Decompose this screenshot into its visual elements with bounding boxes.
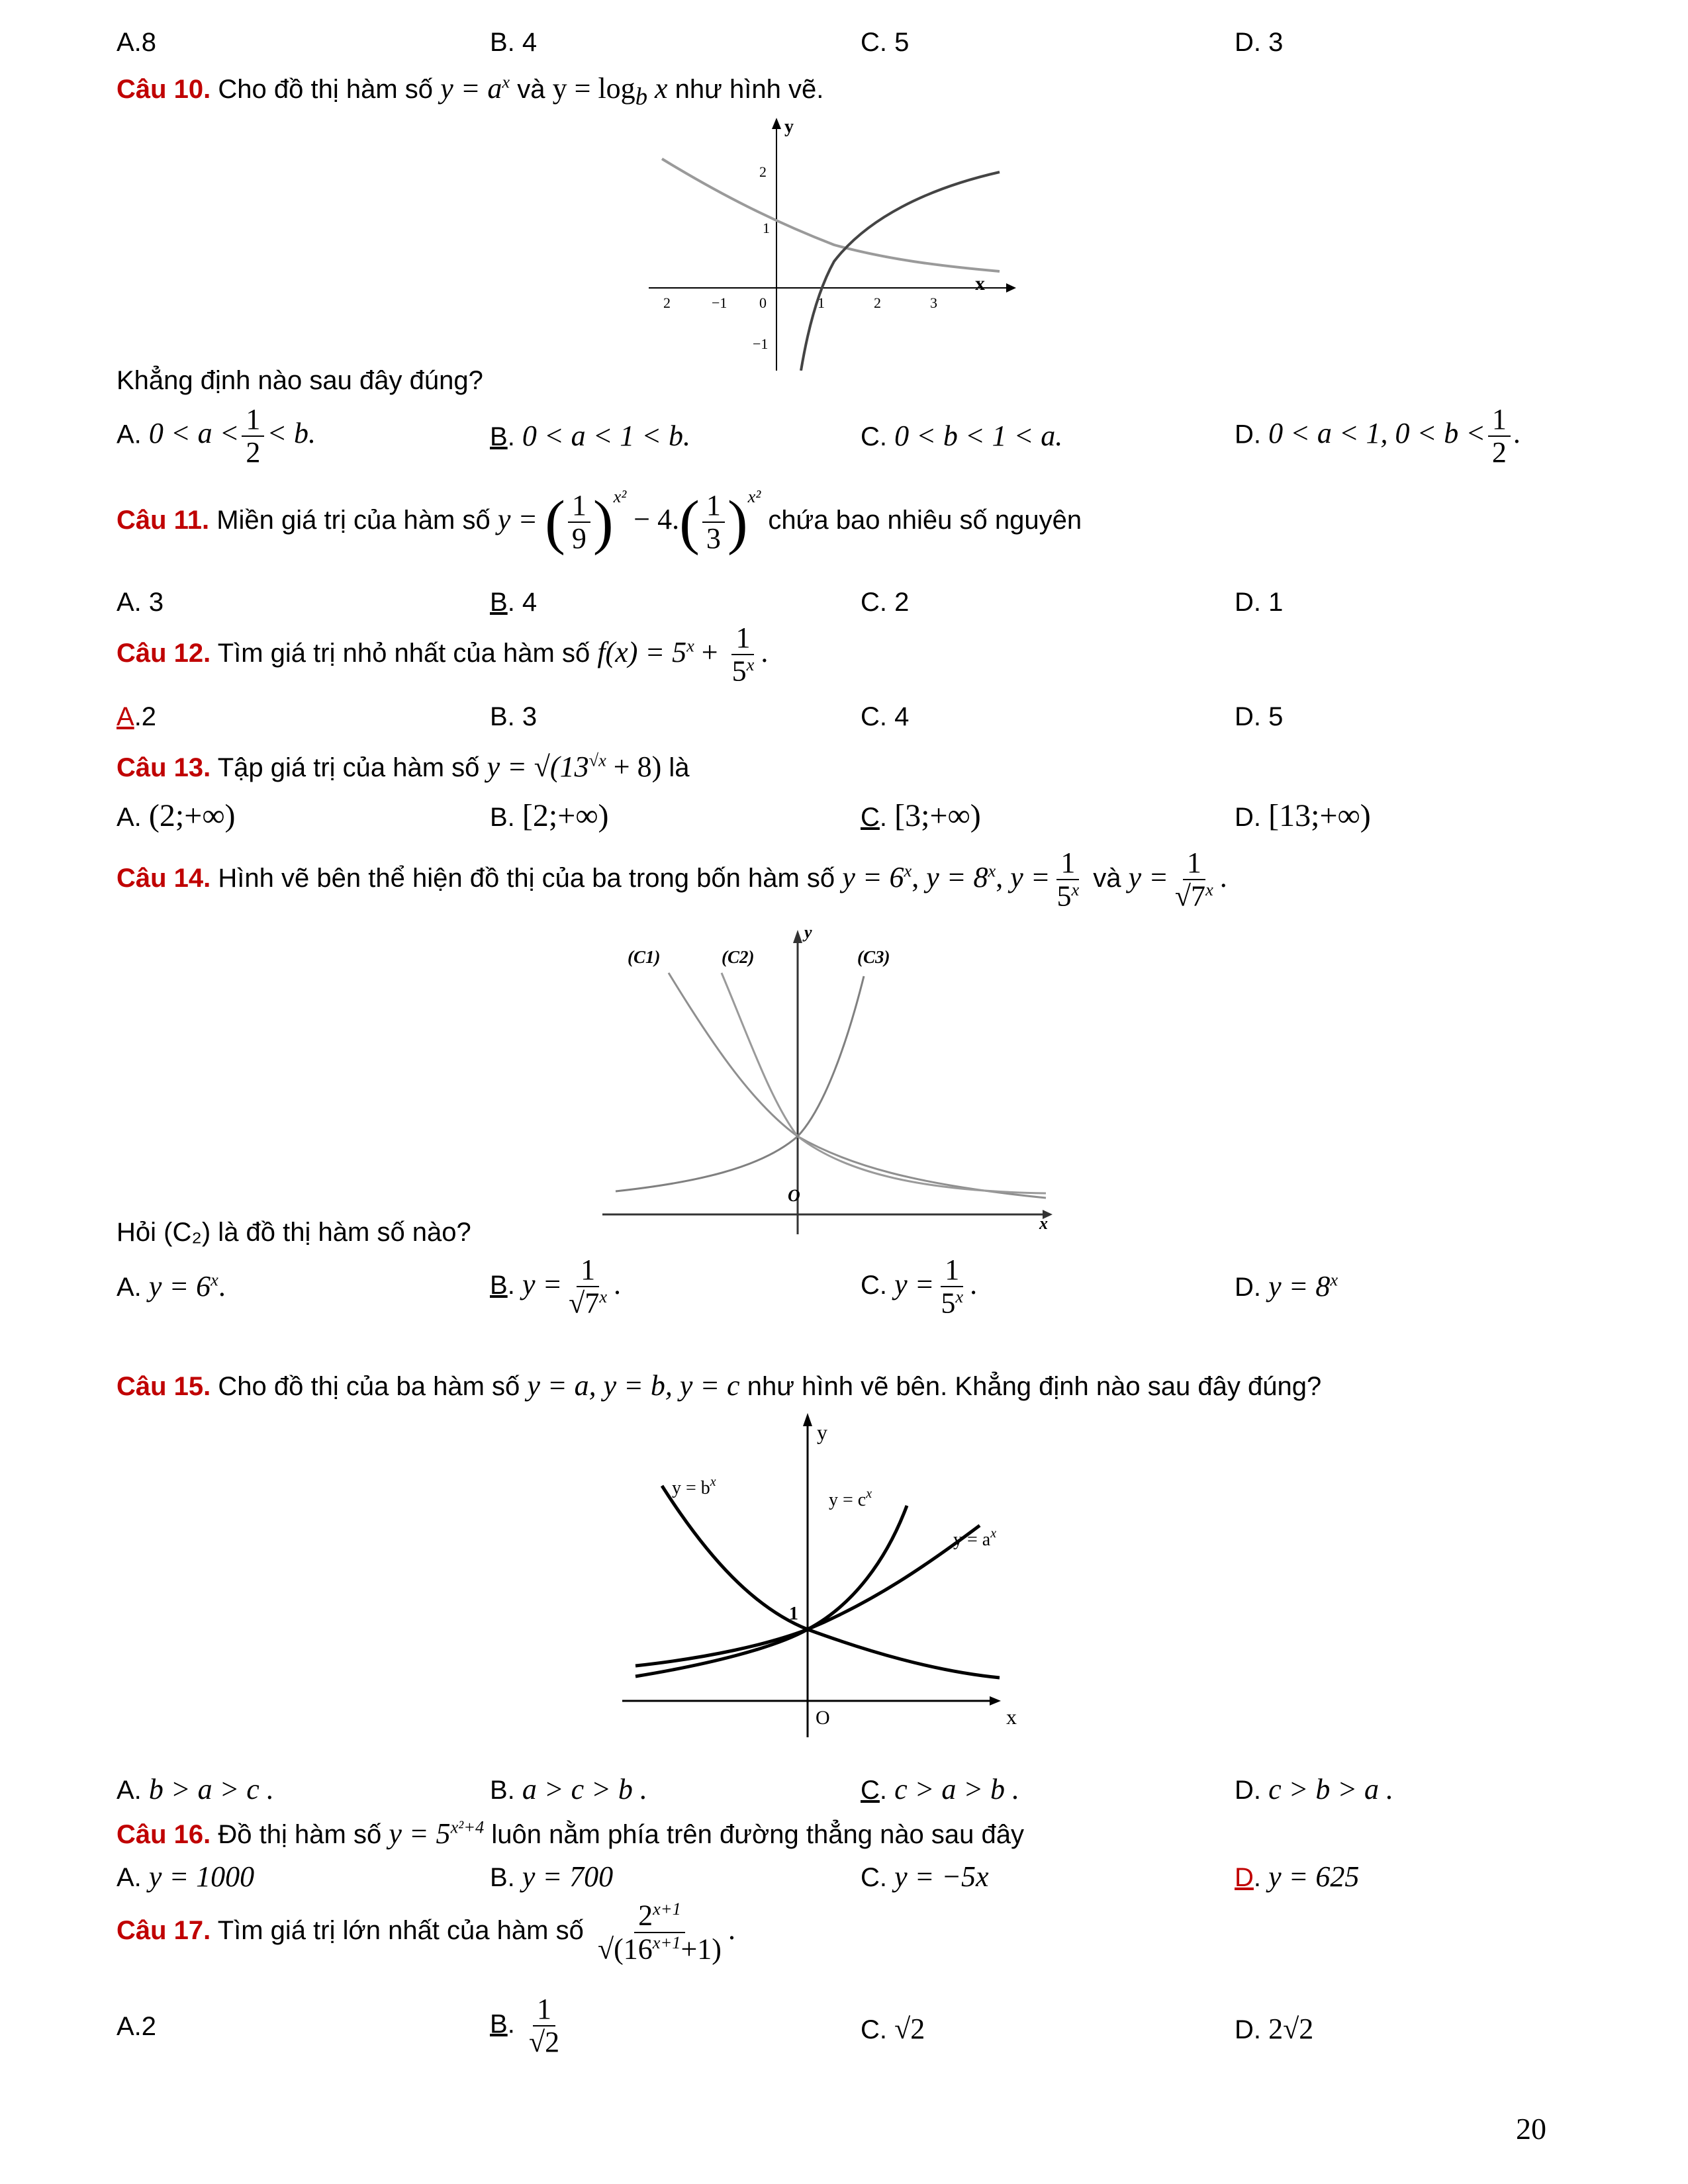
q15-label-a: $y = a^x$ <box>953 1526 997 1550</box>
q15-curve-b <box>662 1486 1000 1678</box>
q10-curve-log <box>801 172 1000 371</box>
q14-x-label: x <box>1039 1214 1048 1233</box>
q14-option-c: C. y = $\frac{1}{5^x}$ . <box>861 1253 978 1320</box>
q11-option-b: B. 4 <box>490 588 538 617</box>
q10-xt-4: 2 <box>874 295 881 311</box>
q12-stem: Câu 12. Tìm giá trị nhỏ nhất của hàm số $f(x) = 5^x$ + $\frac{1}{5^x}$ . <box>117 621 769 688</box>
q10-option-c: C. 0 < b < 1 < a. <box>861 420 1063 452</box>
q16-option-b: B. y = 700 <box>490 1860 614 1893</box>
q10-yt-2: 2 <box>759 163 767 180</box>
q11-stem: Câu 11. Miền giá trị của hàm số y = ( $\frac{1}{9}$ )$^{x^2}$ − 4.( $\frac{1}{3}$ )$^{x^2}$ chứa bao nhiêu số nguyên <box>117 486 1082 556</box>
q10-option-a: A. 0 < a < $\frac{1}{2}$ < b. <box>117 403 316 469</box>
q10-option-d: D. 0 < a < 1, 0 < b < $\frac{1}{2}$ . <box>1235 403 1521 469</box>
q15-y-label: y <box>817 1420 827 1444</box>
q15-label-b: $y = b^x$ <box>672 1475 716 1498</box>
q16-option-a: A. y = 1000 <box>117 1860 255 1893</box>
q15-stem: Câu 15. Cho đồ thị của ba hàm số y = a, y = b, y = c như hình vẽ bên. Khẳng định nào sau đây đúng? <box>117 1369 1322 1402</box>
q13-option-c: C. [3;+∞) <box>861 798 981 833</box>
q14-c3-label: (C3) <box>857 947 890 967</box>
q10-question: Khẳng định nào sau đây đúng? <box>117 366 483 395</box>
q14-option-a: A. $y = 6^x$. <box>117 1269 226 1302</box>
q15-option-d: D. c > b > a . <box>1235 1773 1394 1805</box>
q10-x-label: x <box>975 273 985 295</box>
q10-x-arrow <box>1006 283 1016 293</box>
q10-f2: y = log <box>552 72 635 105</box>
q12-option-a: A.2 <box>117 702 157 731</box>
q9-option-b: B. 4 <box>490 28 538 57</box>
q10-f1-exp: x <box>502 71 510 92</box>
q9-option-d: D. 3 <box>1235 28 1284 57</box>
q11-option-d: D. 1 <box>1235 588 1284 617</box>
q17-option-d: D. 2√2 <box>1235 2013 1314 2045</box>
q17-option-a: A.2 <box>117 2012 157 2041</box>
q14-stem: Câu 14. Hình vẽ bên thể hiện đồ thị của ba trong bốn hàm số $y = 6^x$, $y = 8^x$, y = $\frac{1}{5^x}$ và y = $\frac{1}{√7^x}$ . <box>117 846 1227 913</box>
q12-option-d: D. 5 <box>1235 702 1284 731</box>
q9-option-c: C. 5 <box>861 28 910 57</box>
q15-label: Câu 15. <box>117 1372 211 1401</box>
q14-curve-c2 <box>722 973 1046 1193</box>
q13-option-b: B. [2;+∞) <box>490 798 609 833</box>
q10-graph <box>649 113 1019 371</box>
q13-option-a: A. (2;+∞) <box>117 798 236 833</box>
q15-one-label: 1 <box>789 1604 798 1624</box>
q9-option-a: A.8 <box>117 28 157 57</box>
q10-xt-3: 1 <box>818 295 825 311</box>
q10-label: Câu 10. <box>117 75 211 104</box>
q10-xt-2: 0 <box>759 295 767 311</box>
q14-origin-label: O <box>788 1186 800 1205</box>
q16-stem: Câu 16. Đồ thị hàm số $y = 5^{x^2+4}$ luôn nằm phía trên đường thẳng nào sau đây <box>117 1817 1025 1850</box>
q10-f2-sub: b <box>635 82 648 110</box>
q14-question: Hỏi (C₂) là đồ thị hàm số nào? <box>117 1218 471 1247</box>
q12-option-c: C. 4 <box>861 702 910 731</box>
q10-and: và <box>517 75 545 104</box>
q12-option-b: B. 3 <box>490 702 538 731</box>
q10-yt-m1: −1 <box>753 336 769 352</box>
q15-x-arrow <box>990 1696 1001 1706</box>
q14-c2-label: (C2) <box>722 947 755 967</box>
q15-x-label: x <box>1006 1705 1017 1729</box>
q10-f1: y = a <box>440 72 502 105</box>
q14-y-arrow <box>793 930 802 943</box>
q14-c1-label: (C1) <box>628 947 661 967</box>
q14-option-b: B. y = $\frac{1}{√7^x}$ . <box>490 1253 622 1320</box>
q10-yt-1: 1 <box>763 220 770 236</box>
q11-option-a: A. 3 <box>117 588 164 617</box>
q10-f2-end: x <box>655 72 668 105</box>
q10-y-label: y <box>784 116 794 137</box>
q17-label: Câu 17. <box>117 1916 211 1946</box>
q10-y-arrow <box>772 118 781 129</box>
q10-text: Cho đồ thị hàm số <box>218 75 434 104</box>
q12-label: Câu 12. <box>117 638 211 668</box>
q14-label: Câu 14. <box>117 863 211 893</box>
q16-option-d: D. y = 625 <box>1235 1860 1360 1893</box>
q15-graph <box>609 1406 1046 1737</box>
q10-xt-1: −1 <box>712 295 727 311</box>
q15-option-a: A. b > a > c . <box>117 1773 274 1805</box>
q15-origin-label: O <box>816 1707 830 1729</box>
q11-label: Câu 11. <box>117 506 210 535</box>
q13-option-d: D. [13;+∞) <box>1235 798 1371 833</box>
q14-curve-c3 <box>616 976 864 1191</box>
q14-graph <box>596 923 1059 1234</box>
q10-xt-5: 3 <box>930 295 937 311</box>
q16-label: Câu 16. <box>117 1820 211 1849</box>
q13-stem: Câu 13. Tập giá trị của hàm số $y = √(13^{√x} + 8)$ là <box>117 750 690 783</box>
q10-curve-exp <box>662 159 1000 271</box>
q14-curve-c1 <box>669 973 1046 1198</box>
q14-y-label: y <box>804 923 812 942</box>
q16-option-c: C. y = −5x <box>861 1860 989 1893</box>
q17-option-b: B. $\frac{1}{√2}$ <box>490 1993 560 2059</box>
page-number: 20 <box>1516 2112 1546 2146</box>
q14-option-d: D. $y = 8^x$ <box>1235 1269 1338 1302</box>
q10-stem <box>117 71 823 111</box>
q15-option-b: B. a > c > b . <box>490 1773 647 1805</box>
q15-option-c: C. c > a > b . <box>861 1773 1020 1805</box>
q15-label-c: $y = c^x$ <box>829 1486 872 1510</box>
q13-label: Câu 13. <box>117 753 211 782</box>
q10-text-after: như hình vẽ. <box>675 75 824 104</box>
q15-y-arrow <box>803 1413 812 1426</box>
q11-option-c: C. 2 <box>861 588 910 617</box>
q10-xt-0: 2 <box>663 295 671 311</box>
q17-option-c: C. √2 <box>861 2013 925 2045</box>
q17-stem: Câu 17. Tìm giá trị lớn nhất của hàm số $\frac{2^{x+1}}{√(16^{x+1}+1)}$ . <box>117 1899 735 1966</box>
q10-option-b: B. 0 < a < 1 < b. <box>490 420 690 452</box>
